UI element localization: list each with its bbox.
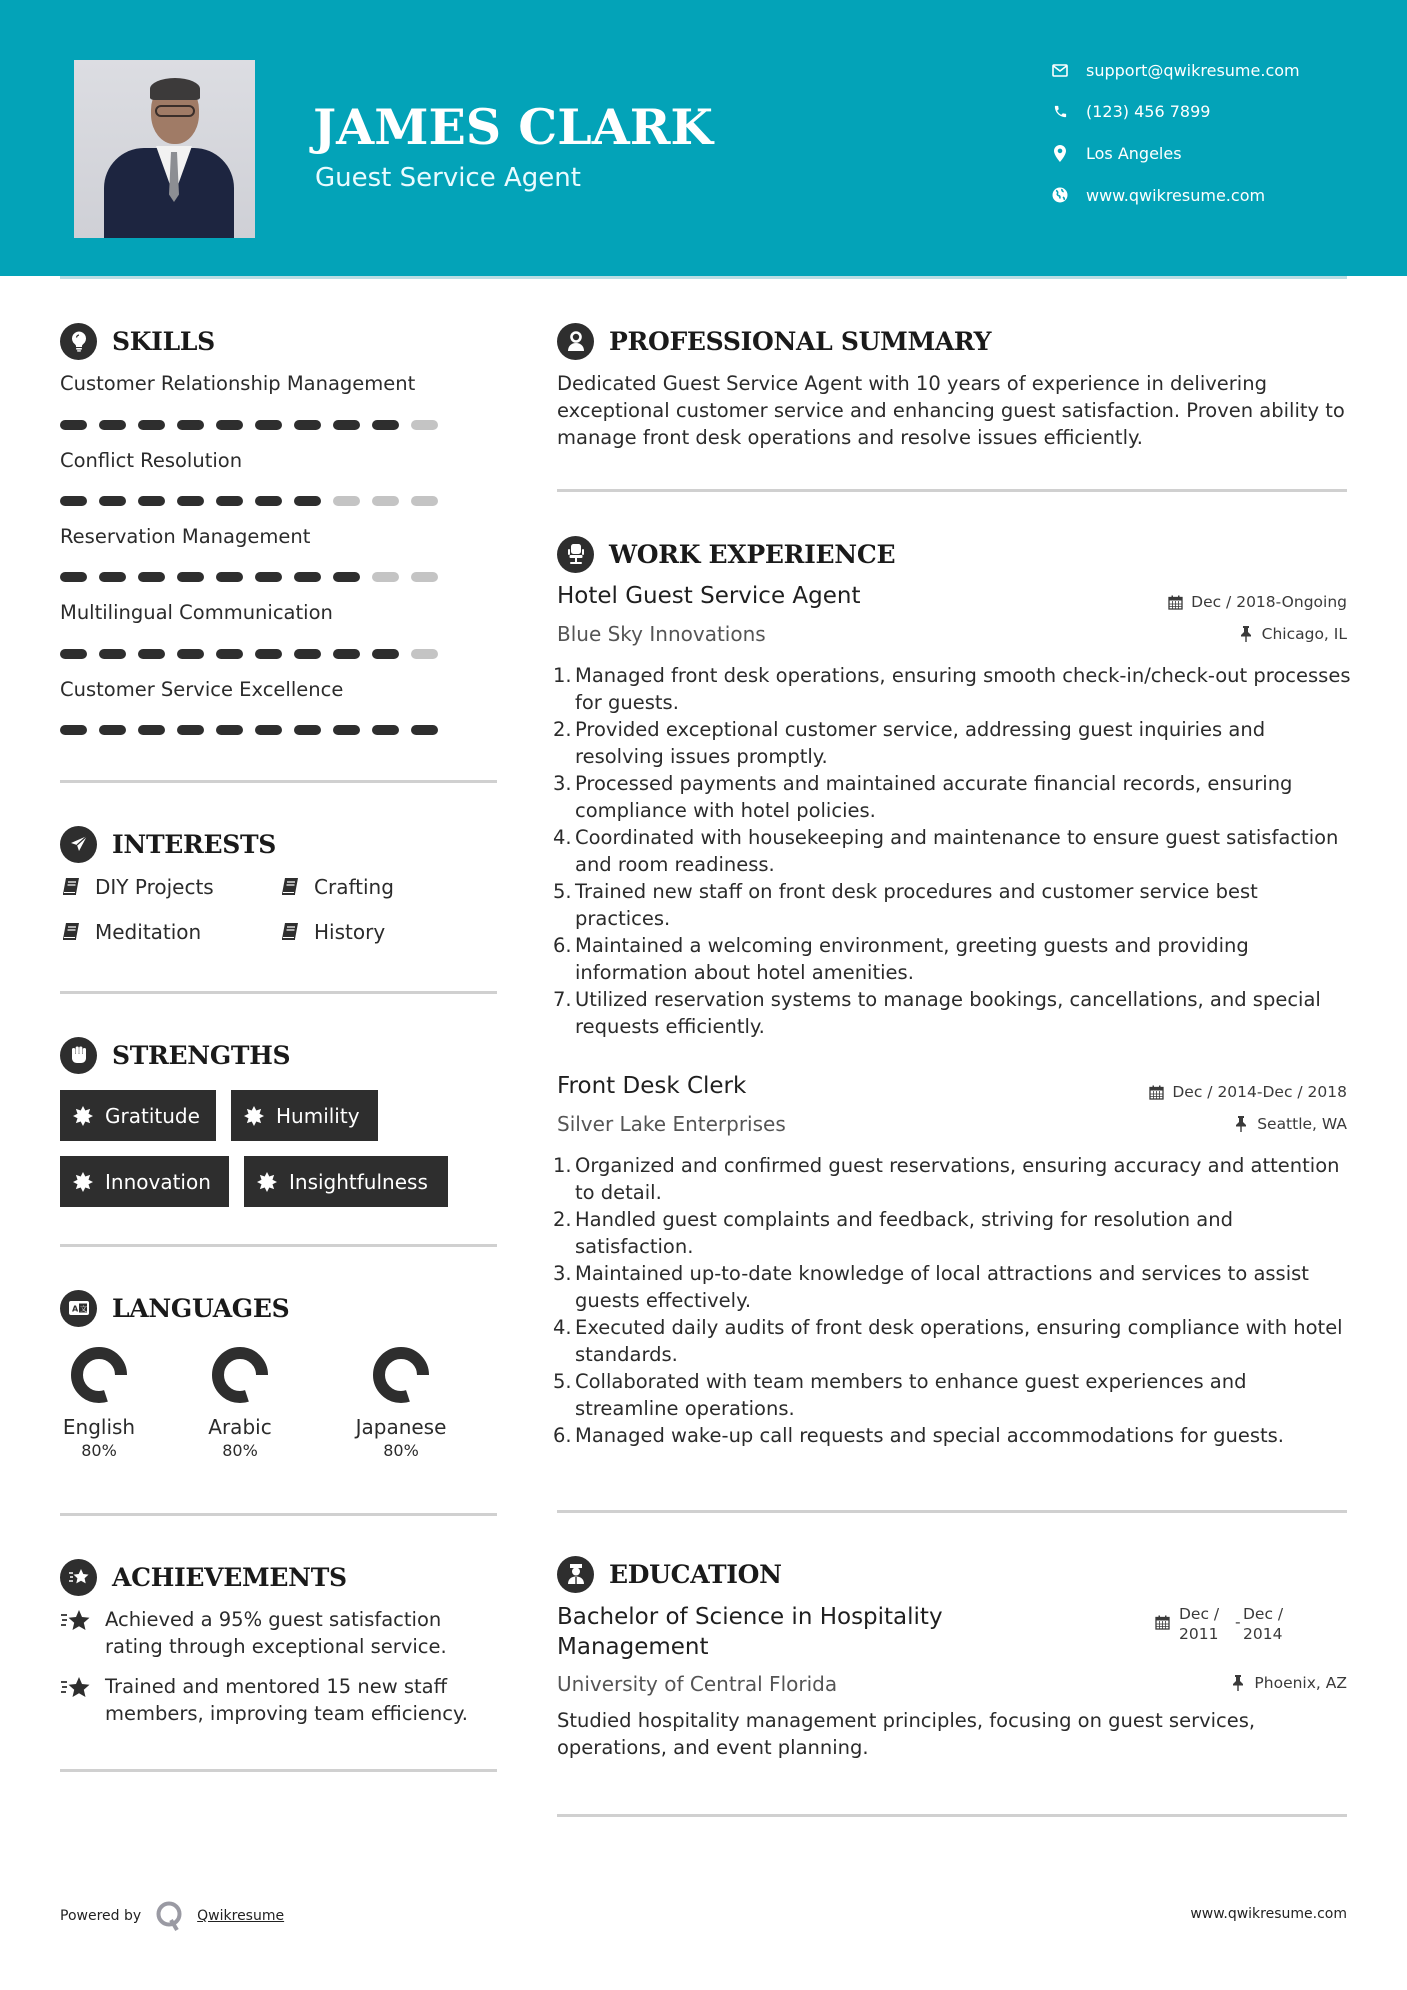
skill-dash	[138, 572, 165, 582]
skill-dash	[138, 496, 165, 506]
skill-dash	[216, 649, 243, 659]
skill-dash	[333, 725, 360, 735]
duty-item	[553, 770, 1352, 824]
qwikresume-logo-icon	[155, 1900, 185, 1932]
duty-item	[553, 1206, 1352, 1260]
skill-dash	[138, 420, 165, 430]
language-item: English 80%	[39, 1345, 159, 1463]
skill-dash	[138, 725, 165, 735]
lightbulb-icon	[60, 323, 97, 360]
skill-dash	[411, 725, 438, 735]
duty-item	[553, 1260, 1352, 1314]
pushpin-icon	[1233, 1116, 1249, 1132]
duty-number: 2.	[553, 718, 572, 741]
job-duties-list	[553, 662, 1352, 1040]
contact-phone[interactable]: (123) 456 7899	[1050, 99, 1380, 123]
duty-item	[553, 1422, 1352, 1449]
star-award-icon	[60, 1559, 97, 1596]
duty-item	[553, 716, 1352, 770]
duty-number: 2.	[553, 1208, 572, 1231]
skill-dash	[372, 725, 399, 735]
section-divider	[60, 780, 497, 783]
book-icon	[60, 921, 82, 943]
interest-item: DIY Projects	[60, 874, 214, 900]
skills-heading: SKILLS	[60, 322, 215, 360]
language-item: Arabic 80%	[180, 1345, 300, 1463]
skill-dash	[255, 572, 282, 582]
duty-item	[553, 824, 1352, 878]
star-icon	[60, 1675, 92, 1703]
duty-text: Processed payments and maintained accurate financial records, ensuring compliance with hotel policies.	[575, 772, 1293, 822]
skill-dash	[411, 572, 438, 582]
experience-heading: WORK EXPERIENCE	[557, 535, 895, 573]
education-location: Phoenix, AZ	[1230, 1674, 1347, 1692]
duty-number: 1.	[553, 1154, 572, 1177]
duty-number: 4.	[553, 1316, 572, 1339]
contact-location: Los Angeles	[1050, 141, 1380, 165]
section-divider	[557, 489, 1347, 492]
skill-rating-bar	[60, 649, 438, 659]
duty-item	[553, 662, 1352, 716]
book-icon	[60, 876, 82, 898]
skill-dash	[333, 420, 360, 430]
duty-number: 5.	[553, 880, 572, 903]
book-icon	[279, 921, 301, 943]
strength-tag: Innovation	[60, 1156, 229, 1207]
contact-email[interactable]: support@qwikresume.com	[1050, 58, 1380, 82]
qwikresume-link[interactable]: Qwikresume	[197, 1908, 285, 1924]
map-pin-icon	[1050, 143, 1070, 163]
section-divider	[60, 1244, 497, 1247]
achievements-heading: ACHIEVEMENTS	[60, 1558, 347, 1596]
duty-item	[553, 986, 1352, 1040]
job-duties-list	[553, 1152, 1352, 1449]
duty-text: Organized and confirmed guest reservations, ensuring accuracy and attention to detail.	[575, 1154, 1340, 1204]
duty-item	[553, 932, 1352, 986]
duty-text: Trained new staff on front desk procedures and customer service best practices.	[575, 880, 1258, 930]
translate-icon	[60, 1290, 97, 1327]
skill-label: Reservation Management	[60, 525, 311, 548]
skill-dash	[372, 496, 399, 506]
job-title: Hotel Guest Service Agent	[557, 583, 861, 609]
company-name: Blue Sky Innovations	[557, 622, 766, 646]
skill-dash	[216, 572, 243, 582]
duty-number: 3.	[553, 1262, 572, 1285]
badge-icon	[256, 1171, 278, 1193]
job-dates: Dec / 2014-Dec / 2018	[1148, 1083, 1347, 1101]
skill-dash	[177, 649, 204, 659]
skill-dash	[177, 420, 204, 430]
section-divider	[557, 1814, 1347, 1817]
languages-heading: A 文 LANGUAGES	[60, 1289, 289, 1327]
language-item: Japanese 80%	[341, 1345, 461, 1463]
school-name: University of Central Florida	[557, 1672, 838, 1696]
star-icon	[60, 1608, 92, 1636]
skill-dash	[99, 725, 126, 735]
duty-text: Provided exceptional customer service, addressing guest inquiries and resolving issues promptly.	[575, 718, 1266, 768]
company-name: Silver Lake Enterprises	[557, 1112, 786, 1136]
duty-item	[553, 1368, 1352, 1422]
duty-text: Handled guest complaints and feedback, striving for resolution and satisfaction.	[575, 1208, 1233, 1258]
interests-heading: INTERESTS	[60, 825, 276, 863]
section-divider	[60, 1513, 497, 1516]
skill-dash	[99, 649, 126, 659]
strengths-heading: STRENGTHS	[60, 1036, 290, 1074]
duty-item	[553, 1152, 1352, 1206]
badge-icon	[72, 1105, 94, 1127]
duty-text: Utilized reservation systems to manage bookings, cancellations, and special requests efficiently.	[575, 988, 1321, 1038]
interest-item: Crafting	[279, 874, 394, 900]
skill-dash	[216, 496, 243, 506]
skill-dash	[333, 649, 360, 659]
skill-label: Multilingual Communication	[60, 601, 333, 624]
skill-dash	[333, 572, 360, 582]
skill-rating-bar	[60, 420, 438, 430]
skill-dash	[60, 649, 87, 659]
interest-item: Meditation	[60, 919, 201, 945]
job-title: Front Desk Clerk	[557, 1073, 747, 1099]
skill-dash	[294, 572, 321, 582]
profile-photo	[74, 60, 255, 238]
education-heading: EDUCATION	[557, 1555, 782, 1593]
skill-rating-bar	[60, 496, 438, 506]
skill-dash	[99, 496, 126, 506]
skill-dash	[411, 420, 438, 430]
office-chair-icon	[557, 536, 594, 573]
header-underline	[60, 276, 1347, 279]
job-location: Chicago, IL	[1238, 625, 1347, 643]
skill-dash	[411, 496, 438, 506]
skill-rating-bar	[60, 725, 438, 735]
skill-label: Customer Service Excellence	[60, 678, 344, 701]
education-description: Studied hospitality management principles, focusing on guest services, operations, and event planning.	[557, 1709, 1256, 1759]
language-donut	[371, 1345, 431, 1405]
skill-dash	[255, 496, 282, 506]
contact-website[interactable]: www.qwikresume.com	[1050, 183, 1380, 207]
skill-dash	[60, 420, 87, 430]
raised-fist-icon	[60, 1037, 97, 1074]
pushpin-icon	[1238, 626, 1254, 642]
skill-dash	[255, 649, 282, 659]
calendar-icon	[1148, 1084, 1164, 1100]
skill-dash	[177, 496, 204, 506]
skill-label: Conflict Resolution	[60, 449, 243, 472]
duty-number: 7.	[553, 988, 572, 1011]
duty-text: Managed wake-up call requests and special accommodations for guests.	[575, 1424, 1284, 1447]
skill-dash	[294, 420, 321, 430]
skill-dash	[60, 725, 87, 735]
summary-heading: PROFESSIONAL SUMMARY	[557, 322, 991, 360]
svg-text:A: A	[71, 1304, 78, 1314]
skill-rating-bar	[60, 572, 438, 582]
skill-dash	[255, 420, 282, 430]
section-divider	[60, 991, 497, 994]
candidate-name: JAMES CLARK	[313, 98, 714, 156]
phone-icon	[1050, 101, 1070, 121]
job-location: Seattle, WA	[1233, 1115, 1347, 1133]
calendar-icon	[1155, 1615, 1171, 1631]
achievement-item: Achieved a 95% guest satisfaction rating through exceptional service.	[60, 1606, 500, 1660]
duty-text: Executed daily audits of front desk operations, ensuring compliance with hotel standards.	[575, 1316, 1343, 1366]
interest-item: History	[279, 919, 385, 945]
duty-item	[553, 1314, 1352, 1368]
duty-text: Managed front desk operations, ensuring smooth check-in/check-out processes for guests.	[575, 664, 1351, 714]
skill-label: Customer Relationship Management	[60, 372, 416, 395]
candidate-title: Guest Service Agent	[315, 163, 581, 193]
pushpin-icon	[1230, 1675, 1246, 1691]
skill-dash	[372, 420, 399, 430]
skill-dash	[216, 420, 243, 430]
language-donut	[210, 1345, 270, 1405]
badge-icon	[72, 1171, 94, 1193]
skill-dash	[294, 649, 321, 659]
skill-dash	[411, 649, 438, 659]
calendar-icon	[1167, 594, 1183, 610]
summary-text: Dedicated Guest Service Agent with 10 years of experience in delivering exceptional customer service and enhancing guest satisfaction. Proven ability to manage front desk operations and resolve issues efficiently.	[557, 372, 1345, 449]
duty-text: Maintained up-to-date knowledge of local attractions and services to assist guests effectively.	[575, 1262, 1309, 1312]
duty-text: Coordinated with housekeeping and maintenance to ensure guest satisfaction and room readiness.	[575, 826, 1339, 876]
degree-title: Bachelor of Science in Hospitality Management	[557, 1604, 943, 1660]
strength-tag: Humility	[231, 1090, 378, 1141]
duty-number: 6.	[553, 934, 572, 957]
language-donut	[69, 1345, 129, 1405]
skill-dash	[333, 496, 360, 506]
skill-dash	[372, 649, 399, 659]
achievement-item: Trained and mentored 15 new staff members, improving team efficiency.	[60, 1673, 500, 1727]
envelope-icon	[1050, 60, 1070, 80]
book-icon	[279, 876, 301, 898]
skill-dash	[216, 725, 243, 735]
duty-number: 6.	[553, 1424, 572, 1447]
duty-number: 5.	[553, 1370, 572, 1393]
duty-number: 1.	[553, 664, 572, 687]
user-icon	[557, 323, 594, 360]
powered-by: Powered by Qwikresume	[60, 1900, 284, 1932]
skill-dash	[294, 725, 321, 735]
skill-dash	[177, 572, 204, 582]
globe-icon	[1050, 185, 1070, 205]
skill-dash	[99, 420, 126, 430]
duty-item	[553, 878, 1352, 932]
skill-dash	[60, 572, 87, 582]
skill-dash	[294, 496, 321, 506]
skill-dash	[177, 725, 204, 735]
strength-tag: Insightfulness	[244, 1156, 448, 1207]
skill-dash	[255, 725, 282, 735]
duty-text: Maintained a welcoming environment, greeting guests and providing information about hotel amenities.	[575, 934, 1249, 984]
graduate-icon	[557, 1556, 594, 1593]
skill-dash	[138, 649, 165, 659]
duty-number: 3.	[553, 772, 572, 795]
section-divider	[557, 1510, 1347, 1513]
svg-text:文: 文	[79, 1305, 87, 1313]
strength-tag: Gratitude	[60, 1090, 216, 1141]
skill-dash	[372, 572, 399, 582]
paper-plane-icon	[60, 826, 97, 863]
duty-number: 4.	[553, 826, 572, 849]
badge-icon	[243, 1105, 265, 1127]
footer-website-link[interactable]: www.qwikresume.com	[1190, 1906, 1347, 1922]
duty-text: Collaborated with team members to enhance guest experiences and streamline operations.	[575, 1370, 1247, 1420]
skill-dash	[99, 572, 126, 582]
education-dates: Dec / 2011 - Dec / 2014	[1155, 1604, 1299, 1644]
skill-dash	[60, 496, 87, 506]
job-dates: Dec / 2018-Ongoing	[1167, 593, 1347, 611]
section-divider	[60, 1769, 497, 1772]
